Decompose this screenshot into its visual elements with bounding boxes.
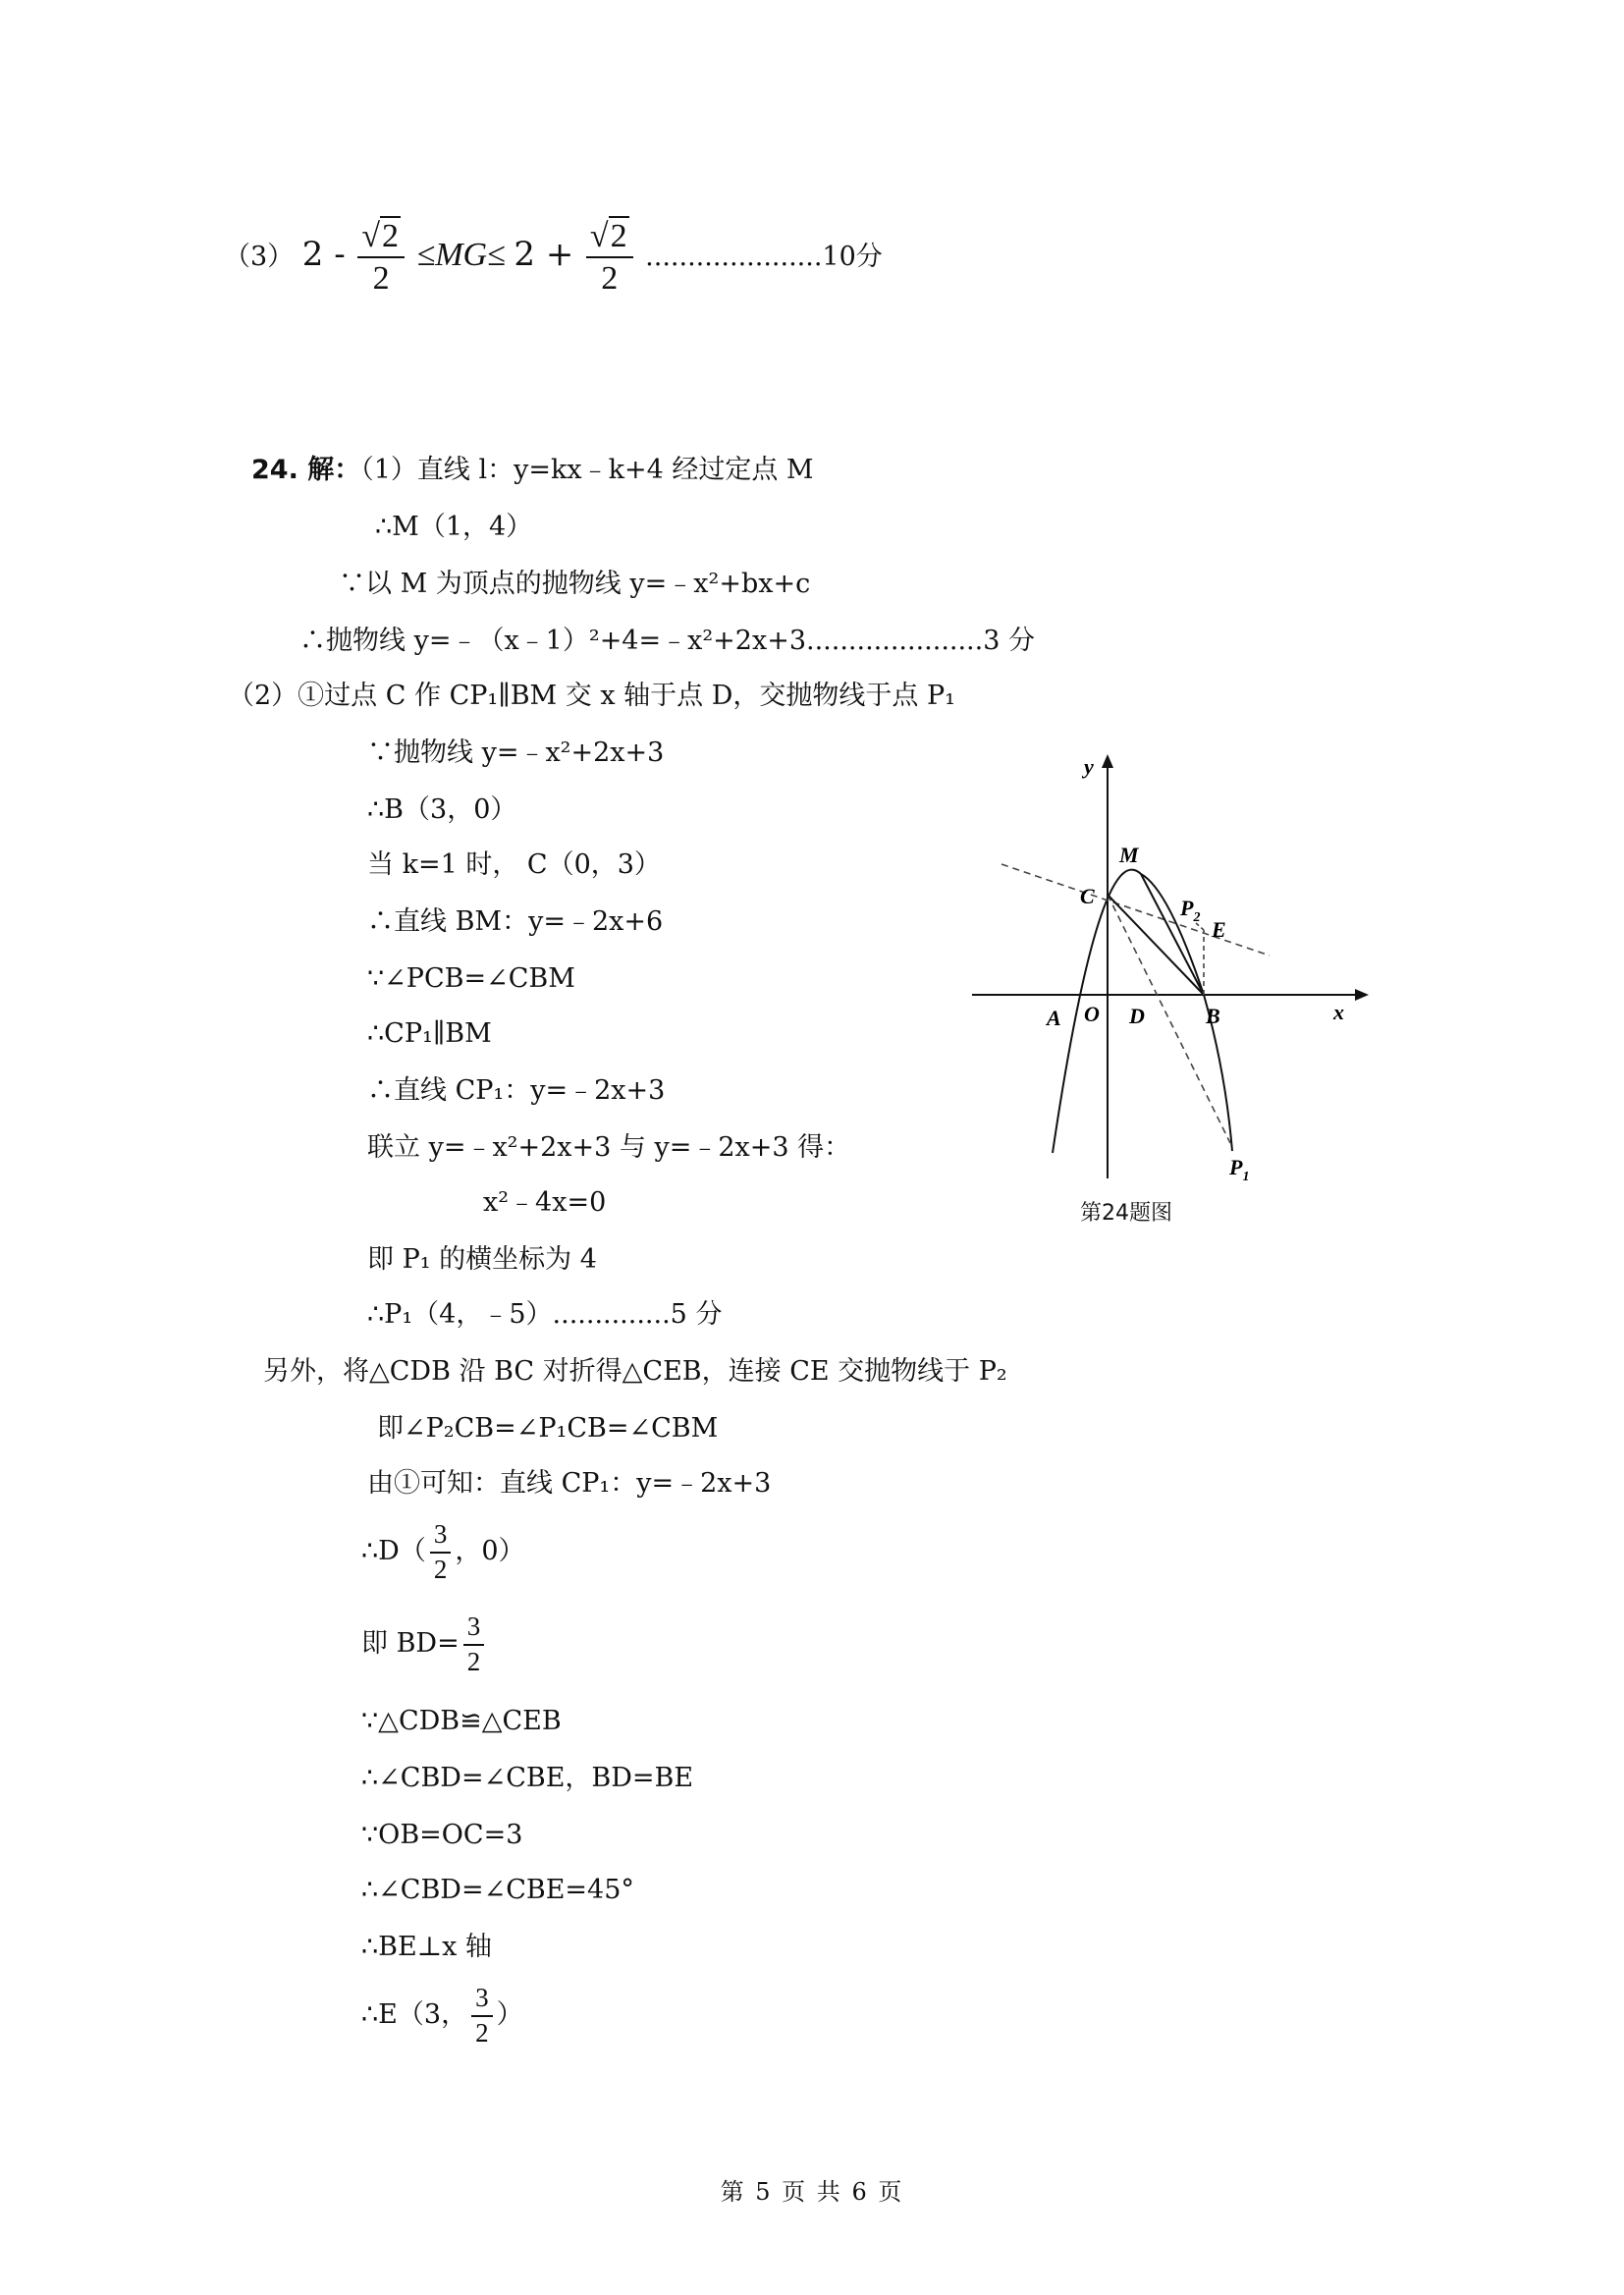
- label-c: C: [1080, 884, 1095, 908]
- q24-line-18: 即∠P₂CB=∠P₁CB=∠CBM: [377, 1413, 719, 1444]
- q24-line-24: ∵OB=OC=3: [361, 1820, 523, 1850]
- label-d: D: [1129, 1004, 1145, 1028]
- q24-line-2: ∴M（1，4）: [375, 512, 533, 542]
- label-b: B: [1206, 1004, 1220, 1028]
- q24-line-16: ∴P₁（4，﹣5）..............5 分: [367, 1299, 723, 1330]
- q24-line-10: ∵∠PCB=∠CBM: [367, 963, 575, 994]
- part3-a: 2 -: [301, 234, 346, 274]
- sqrt-radicand: 2: [381, 218, 399, 254]
- q24-line-14: x²﹣4x=0: [483, 1187, 607, 1218]
- q24-line-11: ∴CP₁∥BM: [367, 1018, 492, 1049]
- figure-caption: 第24题图: [1080, 1201, 1172, 1226]
- label-p2: [1179, 896, 1200, 925]
- text: ，0）: [455, 1536, 525, 1567]
- label-p1: [1228, 1155, 1249, 1184]
- label-p1-sub: 1: [1242, 1170, 1250, 1184]
- q24-line-25: ∴∠CBD=∠CBE=45°: [361, 1875, 634, 1905]
- label-e: E: [1212, 917, 1226, 942]
- q24-line-1: [251, 454, 814, 487]
- q24-line-5: （2）①过点 C 作 CP₁∥BM 交 x 轴于点 D，交抛物线于点 P₁: [228, 681, 955, 711]
- fraction-sqrt2-over-2-left: $\frac{√2}{2}$: [357, 218, 405, 298]
- q24-line-23: ∴∠CBD=∠CBE，BD=BE: [361, 1763, 694, 1793]
- fraction-denominator: 2: [433, 1554, 448, 1584]
- label-m: M: [1119, 843, 1139, 867]
- fraction-3-over-2: [463, 1612, 485, 1676]
- fraction-3-over-2: [471, 1984, 493, 2048]
- x-axis-arrow: [1355, 989, 1369, 1001]
- q24-line-13: 联立 y=﹣x²+2x+3 与 y=﹣2x+3 得：: [367, 1132, 851, 1163]
- label-p1-letter: P: [1229, 1155, 1243, 1179]
- q24-line-27: [361, 1984, 523, 2048]
- q24-line-20: [361, 1520, 525, 1584]
- y-axis-arrow: [1102, 754, 1113, 768]
- label-p2-letter: P: [1180, 896, 1194, 920]
- label-y: y: [1084, 754, 1094, 779]
- q24-line-17: 另外，将△CDB 沿 BC 对折得△CEB，连接 CE 交抛物线于 P₂: [263, 1356, 1007, 1387]
- q24-line-8: 当 k=1 时， C（0，3）: [367, 849, 661, 880]
- parabola-figure: [962, 746, 1394, 1198]
- q24-line-3: ∵以 M 为顶点的抛物线 y=﹣x²+bx+c: [339, 569, 811, 599]
- text: ）: [496, 1999, 523, 2031]
- page-footer: 第 5 页 共 6 页: [720, 2178, 904, 2206]
- q24-line-9: ∴直线 BM：y=﹣2x+6: [367, 906, 664, 937]
- q24-line-19: 由①可知：直线 CP₁：y=﹣2x+3: [367, 1468, 772, 1499]
- fraction-denominator: 2: [601, 260, 619, 298]
- q24-line-21: [361, 1612, 488, 1676]
- q24-heading: 24. 解：: [251, 455, 361, 485]
- sqrt-radicand: 2: [610, 218, 627, 254]
- part3-score: .....................10分: [645, 241, 883, 272]
- q24-line-4: ∴抛物线 y=﹣（x﹣1）²+4=﹣x²+2x+3.....................3 分: [299, 626, 1035, 656]
- text: ∴E（3，: [361, 1999, 468, 2031]
- part3-line: [224, 218, 883, 298]
- fraction-3-over-2: [430, 1520, 452, 1584]
- q24-line-6: ∵抛物线 y=﹣x²+2x+3: [367, 738, 665, 768]
- part3-mid: ≤MG≤: [416, 236, 506, 273]
- part3-label: （3）: [224, 241, 295, 272]
- q24-line-12: ∴直线 CP₁：y=﹣2x+3: [367, 1075, 666, 1106]
- q24-line-15: 即 P₁ 的横坐标为 4: [367, 1244, 597, 1275]
- fraction-denominator: 2: [475, 2017, 489, 2048]
- text: 即 BD=: [361, 1628, 460, 1660]
- q24-text: （1）直线 l：y=kx﹣k+4 经过定点 M: [360, 455, 814, 485]
- segment-mb: [1141, 874, 1204, 995]
- label-o: O: [1084, 1002, 1100, 1026]
- q24-line-26: ∴BE⊥x 轴: [361, 1932, 492, 1962]
- dashed-line-ce: [1001, 864, 1270, 956]
- fraction-sqrt2-over-2-right: $\frac{√2}{2}$: [586, 218, 633, 298]
- fraction-numerator: 3: [471, 1984, 493, 2017]
- part3-b: 2 +: [514, 234, 574, 274]
- label-p2-sub: 2: [1193, 910, 1201, 925]
- q24-line-22: ∵△CDB≌△CEB: [361, 1706, 562, 1736]
- fraction-numerator: 3: [463, 1612, 485, 1646]
- label-a: A: [1047, 1006, 1061, 1030]
- fraction-numerator: 3: [430, 1520, 452, 1554]
- fraction-denominator: 2: [372, 260, 390, 298]
- text: ∴D（: [361, 1536, 426, 1567]
- q24-line-7: ∴B（3，0）: [367, 794, 517, 825]
- fraction-denominator: 2: [466, 1646, 481, 1676]
- label-x: x: [1333, 1000, 1344, 1024]
